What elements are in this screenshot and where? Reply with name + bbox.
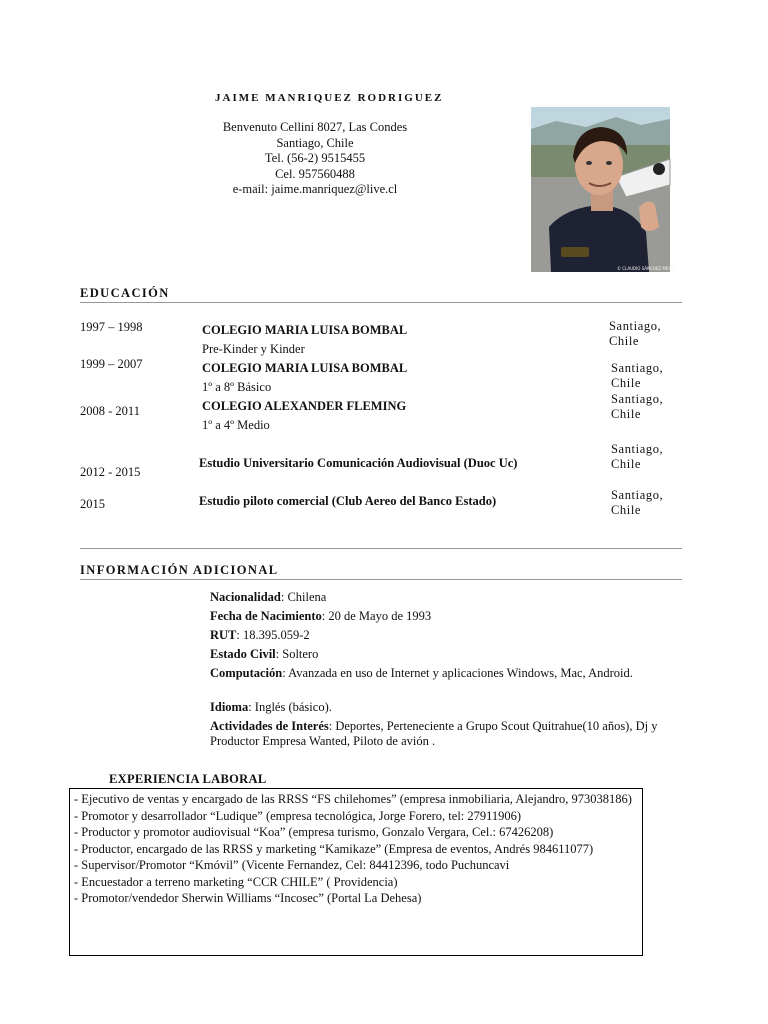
education-place: Santiago, Chile [611, 392, 664, 421]
contact-block [150, 120, 480, 198]
telephone: Tel. (56-2) 9515455 [264, 151, 366, 165]
experience-item: - Promotor y desarrollador “Ludique” (empresa tecnológica, Jorge Forero, tel: 27911906) [74, 808, 522, 823]
city: Santiago, Chile [276, 135, 354, 150]
info-divider [80, 579, 682, 580]
info-nationality: Nacionalidad: Chilena [210, 590, 327, 604]
education-place: Santiago, Chile [611, 488, 664, 517]
info-computing: Computación: Avanzada en uso de Internet y aplicaciones Windows, Mac, Android. [210, 666, 633, 680]
education-institution: COLEGIO MARIA LUISA BOMBAL [202, 361, 408, 375]
education-divider [80, 302, 682, 303]
cellphone: Cel. 957560488 [275, 166, 355, 181]
experience-item: - Supervisor/Promotor “Kmóvil” (Vicente Fernandez, Cel: 84412396, todo Puchuncavi [74, 858, 510, 872]
education-years: 2008 - 2011 [80, 404, 140, 418]
education-years: 2015 [80, 497, 105, 511]
experience-item: - Encuestador a terreno marketing “CCR CHILE” ( Providencia) [74, 874, 398, 889]
education-place: Santiago, Chile [611, 442, 664, 471]
experience-title: EXPERIENCIA LABORAL [109, 772, 267, 786]
info-interests: Actividades de Interés: Deportes, Perteneciente a Grupo Scout Quitrahue(10 años), Dj y Productor Empresa Wanted, Piloto de avión . [210, 719, 658, 748]
profile-photo [531, 107, 677, 272]
education-years: 2012 - 2015 [80, 465, 141, 479]
info-title: INFORMACIÓN ADICIONAL [80, 563, 279, 577]
email: e-mail: jaime.manriquez@live.cl [232, 182, 398, 196]
candidate-name: JAIME MANRIQUEZ RODRIGUEZ [215, 92, 444, 104]
info-civil-status: Estado Civil: Soltero [210, 647, 319, 661]
info-rut: RUT: 18.395.059-2 [210, 628, 310, 642]
education-detail: Pre-Kinder y Kinder [202, 342, 305, 356]
experience-item: - Productor, encargado de las RRSS y marketing “Kamikaze” (Empresa de eventos, Andrés 984611077) [74, 841, 594, 856]
experience-item: - Ejecutivo de ventas y encargado de las RRSS “FS chilehomes” (empresa inmobiliaria, Alejandro, 973038186) [74, 792, 632, 806]
experience-box [69, 788, 643, 956]
education-title: EDUCACIÓN [80, 286, 170, 300]
experience-item: - Productor y promotor audiovisual “Koa” (empresa turismo, Gonzalo Vergara, Cel.: 67426208) [74, 825, 554, 839]
education-place: Santiago, Chile [611, 361, 664, 390]
info-language: Idioma: Inglés (básico). [210, 700, 332, 714]
address: Benvenuto Cellini 8027, Las Condes [222, 120, 408, 134]
section-divider [80, 548, 682, 549]
education-institution: COLEGIO MARIA LUISA BOMBAL [202, 323, 408, 337]
education-institution: COLEGIO ALEXANDER FLEMING [202, 399, 407, 413]
education-place: Santiago, Chile [609, 319, 662, 348]
education-years: 1997 – 1998 [80, 320, 143, 334]
info-birthdate: Fecha de Nacimiento: 20 de Mayo de 1993 [210, 609, 432, 623]
experience-item: - Promotor/vendedor Sherwin Williams “Incosec” (Portal La Dehesa) [74, 891, 422, 905]
education-detail: 1º a 4º Medio [202, 418, 270, 432]
education-institution: Estudio Universitario Comunicación Audiovisual (Duoc Uc) [199, 456, 518, 470]
education-years: 1999 – 2007 [80, 357, 143, 371]
education-detail: 1º a 8º Básico [202, 380, 272, 394]
education-institution: Estudio piloto comercial (Club Aereo del Banco Estado) [199, 494, 497, 508]
photo-caption: © CLAUDIO SÁNCHEZ MEYER [617, 266, 677, 271]
